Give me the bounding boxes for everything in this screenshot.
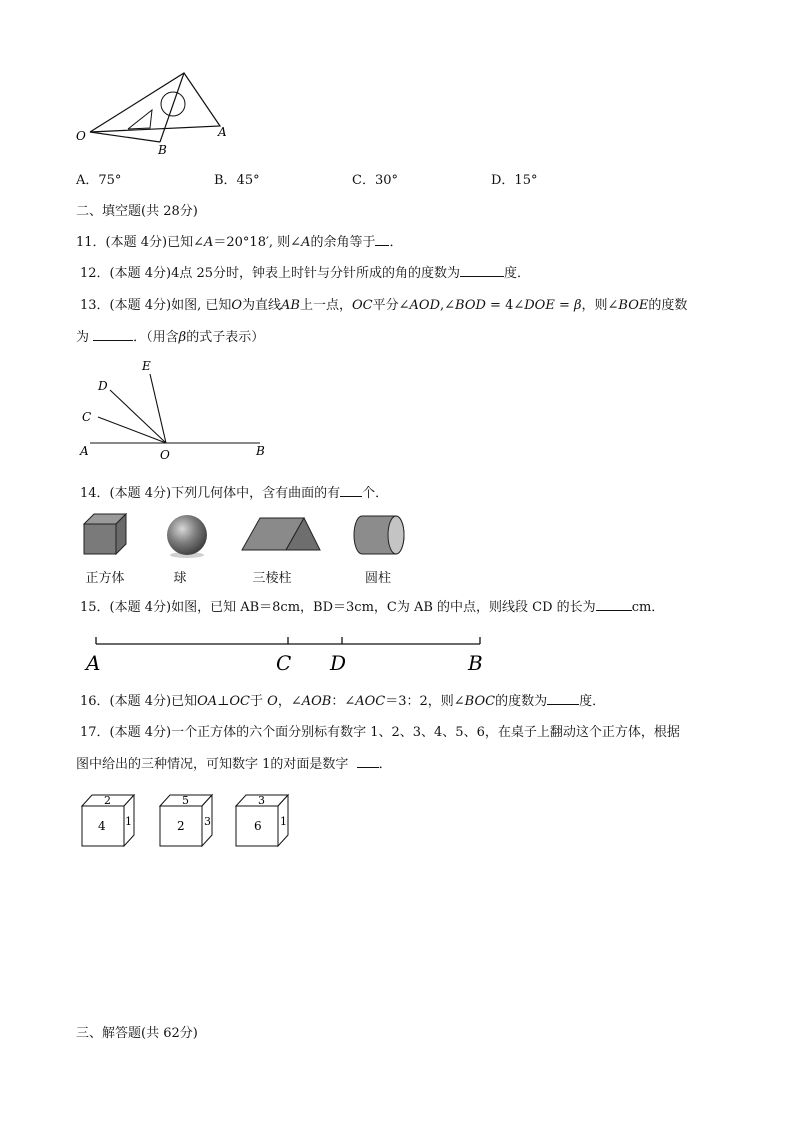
q11-var: A	[203, 235, 214, 250]
sphere-solid	[162, 512, 212, 558]
q16-text: 于	[249, 694, 263, 709]
q14-text: 个．	[362, 486, 389, 501]
q16-text: ＝3：2，则∠	[385, 694, 465, 709]
label-b: B	[256, 444, 265, 458]
dice-figure-1	[80, 790, 140, 850]
question-17-line-2	[76, 755, 392, 774]
label-o: O	[76, 129, 86, 143]
die-2-side-number: 3	[204, 815, 211, 828]
label-a: A	[218, 125, 227, 139]
q13-text: 的度数	[648, 298, 688, 313]
label-a: A	[80, 444, 89, 458]
set-square-figure	[70, 66, 240, 158]
q12-text: 度．	[504, 266, 531, 281]
option-d[interactable]: D．15°	[491, 173, 538, 188]
q16-text: ：∠	[331, 694, 356, 709]
label-o: O	[160, 448, 170, 462]
cylinder-solid	[352, 512, 412, 558]
q16-text: 度．	[579, 694, 606, 709]
q13-var: AOD	[409, 298, 440, 313]
label-d: D	[330, 651, 347, 675]
q13-text: =	[554, 298, 574, 313]
caption-prism: 三棱柱	[252, 571, 292, 586]
caption-cube: 正方体	[85, 571, 125, 586]
rays-figure	[74, 355, 274, 465]
q13-var: O	[231, 298, 243, 313]
q16-text: 的度数为	[495, 694, 548, 709]
label-c: C	[82, 410, 92, 424]
q11-var: A	[301, 235, 311, 250]
q15-answer-blank[interactable]	[596, 598, 632, 611]
q11-text: 11．(本题 4分)已知∠	[76, 235, 204, 250]
q13-var: OC	[352, 298, 373, 313]
question-14	[80, 484, 388, 503]
question-15	[80, 598, 664, 617]
question-16	[80, 692, 605, 711]
die-1-front-number: 4	[98, 819, 106, 833]
q16-text: 16．(本题 4分)已知	[80, 694, 198, 709]
q13-text: 上一点，	[300, 298, 353, 313]
q15-text: 15．(本题 4分)如图，已知 AB＝8cm，BD＝3cm，C为 AB 的中点，则线段 CD 的长为	[80, 600, 596, 615]
dice-figure-3	[234, 790, 294, 850]
die-2-front-number: 2	[177, 819, 185, 833]
q16-var: AOC	[355, 694, 386, 709]
caption-cylinder: 圆柱	[364, 571, 391, 586]
label-e: E	[142, 359, 151, 373]
q13-text: 13．(本题 4分)如图, 已知	[80, 298, 232, 313]
label-d: D	[98, 379, 108, 393]
q16-var: OA	[197, 694, 218, 709]
q11-text: ．	[389, 235, 403, 250]
q13-text: ,∠	[440, 298, 456, 313]
q12-text: 12．(本题 4分)4点 25分时，钟表上时针与分针所成的角的度数为	[80, 266, 461, 281]
dice-figure-2	[158, 790, 218, 850]
q16-var: O	[267, 694, 278, 709]
q17-text: 图中给出的三种情况，可知数字 1的对面是数字	[76, 757, 349, 772]
label-c: C	[276, 651, 292, 675]
q14-answer-blank[interactable]	[340, 484, 362, 497]
segment-figure	[82, 630, 492, 680]
q11-text: ＝20°18′, 则∠	[213, 235, 302, 250]
option-b[interactable]: B．45°	[214, 173, 260, 188]
q17-text: 17．(本题 4分)一个正方体的六个面分别标有数字 1、2、3、4、5、6，在桌子上翻动这个正方体，根据	[80, 725, 680, 740]
q15-text: cm．	[631, 600, 665, 615]
die-1-side-number: 1	[125, 815, 132, 828]
q13-text: = 4∠	[485, 298, 525, 313]
q13-text: ，则∠	[581, 298, 619, 313]
q13-var: β	[178, 330, 187, 345]
q13-text: 的式子表示）	[186, 330, 265, 345]
q13-var: β	[573, 298, 582, 313]
prism-solid	[238, 512, 324, 558]
section-3-title: 三、解答题(共 62分)	[76, 1026, 198, 1041]
question-13-line-1	[80, 297, 687, 315]
q13-answer-blank[interactable]	[93, 328, 133, 341]
die-1-top-number: 2	[104, 794, 111, 807]
q12-answer-blank[interactable]	[460, 264, 504, 277]
option-c[interactable]: C．30°	[352, 173, 398, 188]
q13-var: DOE	[524, 298, 555, 313]
q13-text: ．（用含	[133, 330, 179, 345]
q16-text: ，∠	[277, 694, 302, 709]
q13-text: 为直线	[242, 298, 282, 313]
q16-var: AOB	[301, 694, 332, 709]
caption-sphere: 球	[173, 571, 187, 586]
label-a: A	[86, 651, 101, 675]
q14-text: 14．(本题 4分)下列几何体中，含有曲面的有	[80, 486, 341, 501]
cube-solid	[80, 512, 130, 558]
q16-answer-blank[interactable]	[547, 692, 579, 705]
die-3-top-number: 3	[258, 794, 265, 807]
label-b: B	[158, 143, 167, 157]
q16-text: ⊥	[217, 694, 230, 709]
option-a[interactable]: A．75°	[76, 173, 122, 188]
die-2-top-number: 5	[182, 794, 189, 807]
q11-answer-blank[interactable]	[375, 233, 389, 246]
question-11	[76, 233, 403, 252]
q17-text: ．	[378, 757, 392, 772]
label-b: B	[468, 651, 483, 675]
q17-answer-blank[interactable]	[357, 755, 379, 768]
die-3-side-number: 1	[280, 815, 287, 828]
question-12	[80, 264, 530, 283]
q16-var: BOC	[464, 694, 496, 709]
q11-text: 的余角等于	[310, 235, 376, 250]
question-17-line-1	[80, 724, 680, 742]
q13-text: 平分∠	[372, 298, 410, 313]
q13-var: BOD	[455, 298, 486, 313]
question-13-line-2	[76, 328, 264, 347]
q13-var: AB	[281, 298, 300, 313]
q13-var: BOE	[618, 298, 649, 313]
die-3-front-number: 6	[254, 819, 262, 833]
section-2-title: 二、填空题(共 28分)	[76, 204, 198, 219]
q16-var: OC	[229, 694, 250, 709]
q13-text: 为	[76, 330, 90, 345]
